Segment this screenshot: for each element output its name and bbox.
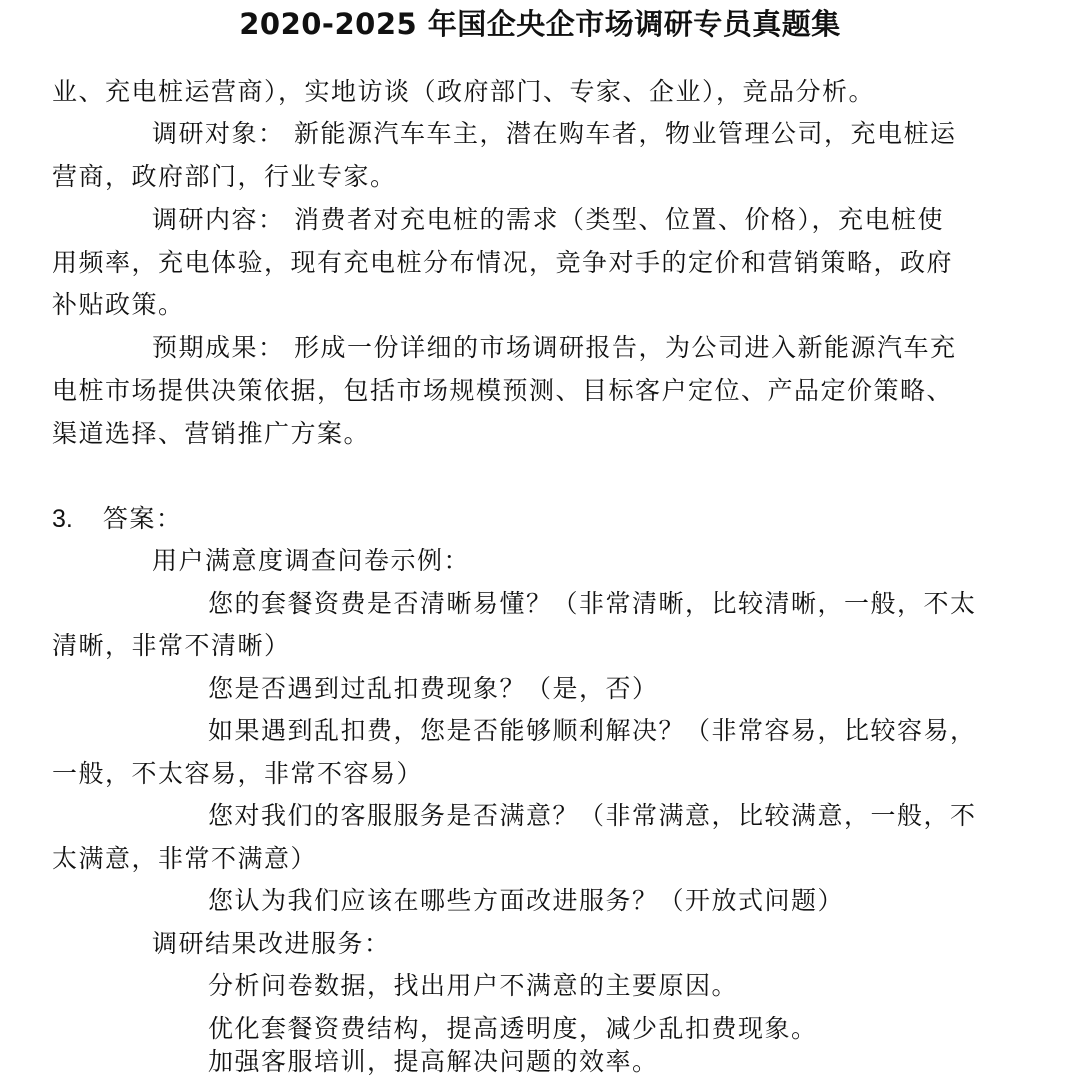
text-line: 如果遇到乱扣费，您是否能够顺利解决？（非常容易，比较容易，	[208, 716, 977, 745]
text-line: 您对我们的客服服务是否满意？（非常满意，比较满意，一般，不	[208, 801, 977, 830]
text-line: 补贴政策。	[52, 290, 185, 319]
text-line: 预期成果： 形成一份详细的市场调研报告，为公司进入新能源汽车充	[152, 333, 957, 362]
text-line: 您是否遇到过乱扣费现象？（是，否）	[208, 674, 659, 703]
text-line: 一般，不太容易，非常不容易）	[52, 759, 424, 788]
text-line: 太满意，非常不满意）	[52, 844, 318, 873]
answer-label: 答案：	[102, 504, 183, 533]
text-line: 调研内容： 消费者对充电桩的需求（类型、位置、价格），充电桩使	[152, 205, 944, 234]
text-line: 渠道选择、营销推广方案。	[52, 419, 371, 448]
text-line: 营商，政府部门，行业专家。	[52, 162, 397, 191]
text-line: 调研对象： 新能源汽车车主，潜在购车者，物业管理公司，充电桩运	[152, 119, 957, 148]
text-line: 加强客服培训，提高解决问题的效率。	[208, 1047, 659, 1076]
text-line: 清晰，非常不清晰）	[52, 631, 291, 660]
text-line: 业、充电桩运营商），实地访谈（政府部门、专家、企业），竞品分析。	[52, 77, 876, 106]
text-line: 用频率，充电体验，现有充电桩分布情况，竞争对手的定价和营销策略，政府	[52, 248, 954, 277]
text-line: 分析问卷数据，找出用户不满意的主要原因。	[208, 971, 739, 1000]
text-line: 用户满意度调查问卷示例：	[152, 546, 471, 575]
text-line: 您认为我们应该在哪些方面改进服务？（开放式问题）	[208, 886, 845, 915]
text-line: 优化套餐资费结构，提高透明度，减少乱扣费现象。	[208, 1014, 818, 1043]
page-title: 2020-2025 年国企央企市场调研专员真题集	[239, 7, 841, 41]
text-line: 您的套餐资费是否清晰易懂？（非常清晰，比较清晰，一般，不太	[208, 589, 977, 618]
answer-heading	[52, 501, 182, 537]
answer-number: 3.	[52, 505, 73, 533]
text-line: 调研结果改进服务：	[152, 929, 391, 958]
text-line: 电桩市场提供决策依据，包括市场规模预测、目标客户定位、产品定价策略、	[52, 376, 954, 405]
